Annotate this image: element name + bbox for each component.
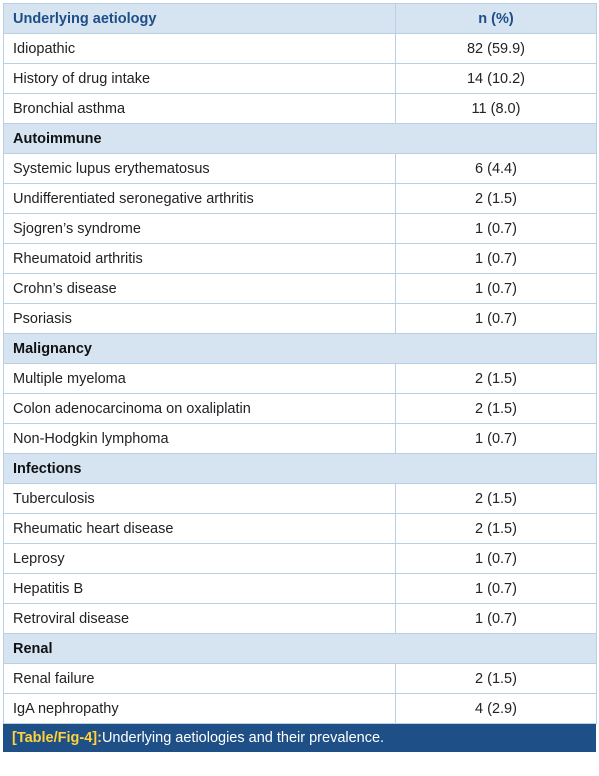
table-row (4, 64, 597, 94)
caption-label: [Table/Fig-4]: (12, 730, 102, 746)
aetiology-cell: Multiple myeloma (4, 364, 396, 394)
aetiology-cell: Rheumatoid arthritis (4, 244, 396, 274)
group-label: Malignancy (4, 334, 597, 364)
count-percent-cell: 1 (0.7) (396, 544, 597, 574)
count-percent-cell: 1 (0.7) (396, 274, 597, 304)
table-row (4, 274, 597, 304)
count-percent-cell: 1 (0.7) (396, 214, 597, 244)
table-row (4, 544, 597, 574)
table-row (4, 604, 597, 634)
count-percent-cell: 14 (10.2) (396, 64, 597, 94)
table-header-row (4, 4, 597, 34)
aetiology-table (3, 3, 597, 724)
aetiology-cell: Psoriasis (4, 304, 396, 334)
table-row (4, 214, 597, 244)
aetiology-cell: Leprosy (4, 544, 396, 574)
count-percent-cell: 82 (59.9) (396, 34, 597, 64)
table-row (4, 364, 597, 394)
aetiology-cell: Colon adenocarcinoma on oxaliplatin (4, 394, 396, 424)
aetiology-cell: Hepatitis B (4, 574, 396, 604)
table-body (4, 34, 597, 724)
table-group-row (4, 454, 597, 484)
header-aetiology: Underlying aetiology (4, 4, 396, 34)
table-row (4, 694, 597, 724)
count-percent-cell: 1 (0.7) (396, 604, 597, 634)
count-percent-cell: 6 (4.4) (396, 154, 597, 184)
table-row (4, 484, 597, 514)
aetiology-cell: Undifferentiated seronegative arthritis (4, 184, 396, 214)
table-group-row (4, 634, 597, 664)
table-row (4, 94, 597, 124)
count-percent-cell: 1 (0.7) (396, 304, 597, 334)
table-row (4, 184, 597, 214)
group-label: Renal (4, 634, 597, 664)
count-percent-cell: 2 (1.5) (396, 664, 597, 694)
group-label: Autoimmune (4, 124, 597, 154)
table-row (4, 154, 597, 184)
table-row (4, 514, 597, 544)
aetiology-cell: Bronchial asthma (4, 94, 396, 124)
header-n-percent: n (%) (396, 4, 597, 34)
count-percent-cell: 11 (8.0) (396, 94, 597, 124)
table-group-row (4, 334, 597, 364)
aetiology-cell: Idiopathic (4, 34, 396, 64)
table-row (4, 424, 597, 454)
count-percent-cell: 1 (0.7) (396, 574, 597, 604)
aetiology-cell: Tuberculosis (4, 484, 396, 514)
aetiology-cell: Renal failure (4, 664, 396, 694)
count-percent-cell: 2 (1.5) (396, 364, 597, 394)
aetiology-cell: History of drug intake (4, 64, 396, 94)
aetiology-cell: Crohn’s disease (4, 274, 396, 304)
group-label: Infections (4, 454, 597, 484)
table-group-row (4, 124, 597, 154)
count-percent-cell: 1 (0.7) (396, 424, 597, 454)
table-row (4, 34, 597, 64)
aetiology-cell: Non-Hodgkin lymphoma (4, 424, 396, 454)
table-row (4, 244, 597, 274)
aetiology-table-container (3, 3, 596, 752)
aetiology-cell: Sjogren’s syndrome (4, 214, 396, 244)
table-row (4, 394, 597, 424)
count-percent-cell: 2 (1.5) (396, 514, 597, 544)
count-percent-cell: 1 (0.7) (396, 244, 597, 274)
aetiology-cell: Systemic lupus erythematosus (4, 154, 396, 184)
table-caption (3, 724, 596, 752)
aetiology-cell: Rheumatic heart disease (4, 514, 396, 544)
count-percent-cell: 2 (1.5) (396, 484, 597, 514)
aetiology-cell: Retroviral disease (4, 604, 396, 634)
table-row (4, 574, 597, 604)
count-percent-cell: 4 (2.9) (396, 694, 597, 724)
caption-text: Underlying aetiologies and their prevalence. (101, 730, 385, 746)
count-percent-cell: 2 (1.5) (396, 394, 597, 424)
table-row (4, 304, 597, 334)
count-percent-cell: 2 (1.5) (396, 184, 597, 214)
aetiology-cell: IgA nephropathy (4, 694, 396, 724)
table-row (4, 664, 597, 694)
